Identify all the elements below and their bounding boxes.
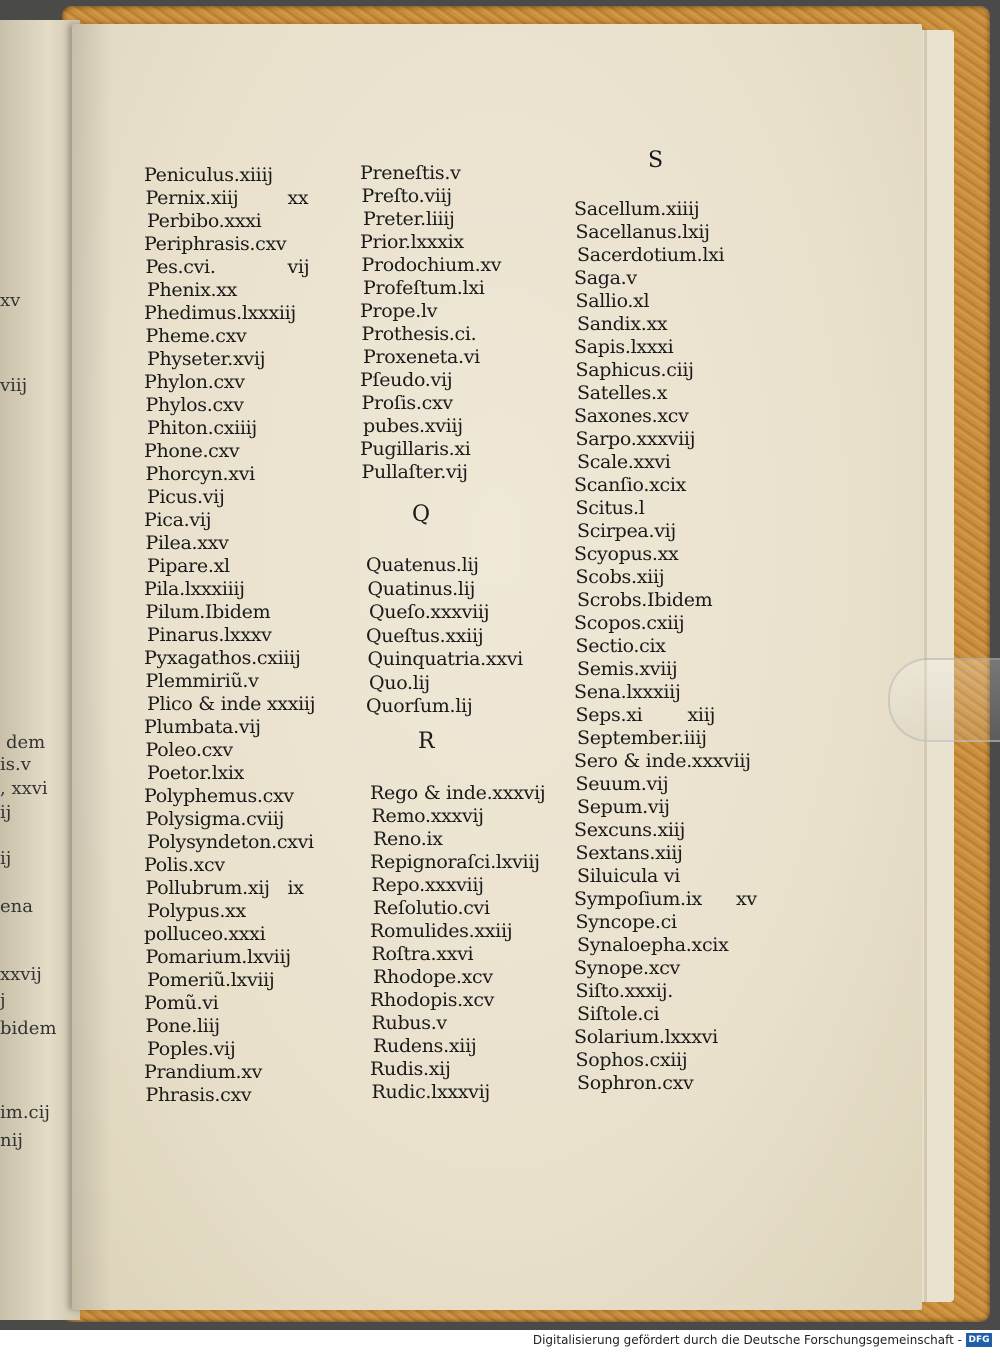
index-entry-extra: xv	[736, 888, 757, 910]
index-entry-text: Preter.liiij	[363, 208, 455, 230]
index-entry	[370, 782, 545, 804]
book-page	[72, 24, 922, 1310]
index-entry-text: Polyphemus.cxv	[144, 785, 294, 807]
index-entry	[574, 405, 689, 427]
index-entry	[360, 438, 471, 460]
index-entry-text: Phone.cxv	[144, 440, 240, 462]
index-entry	[576, 980, 673, 1002]
index-entry	[147, 624, 272, 646]
index-entry-text: Synope.xcv	[574, 957, 680, 979]
index-entry	[574, 1026, 718, 1048]
index-entry-text: Pilea.xxv	[145, 532, 229, 554]
left-fragment: bidem	[0, 1018, 57, 1039]
index-entry	[144, 854, 225, 876]
index-entry-text: Phenix.xx	[147, 279, 238, 301]
index-entry-text: Phylon.cxv	[144, 371, 245, 393]
index-entry-text: Pugillaris.xi	[360, 438, 471, 460]
index-entry	[370, 989, 494, 1011]
index-entry	[576, 635, 666, 657]
index-entry-text: Rudens.xiij	[373, 1035, 477, 1057]
index-entry-text: Remo.xxxvij	[371, 805, 484, 827]
index-entry-text: Queſtus.xxiij	[366, 624, 484, 647]
index-entry-text: Phiton.cxiiij	[147, 417, 258, 439]
index-entry	[145, 256, 310, 278]
index-entry	[369, 672, 430, 694]
index-entry-text: Rudis.xij	[370, 1058, 451, 1080]
index-entry-text: Phylos.cxv	[145, 394, 244, 416]
index-entry	[368, 648, 523, 670]
index-entry	[372, 874, 484, 896]
index-entry	[370, 851, 540, 873]
index-entry	[370, 1058, 451, 1080]
index-entry	[362, 323, 477, 345]
index-entry-text: Prope.lv	[360, 300, 438, 322]
index-entry-text: Periphrasis.cxv	[144, 233, 287, 255]
index-entry	[577, 1072, 693, 1094]
index-entry	[576, 359, 694, 381]
index-entry-text: Scitus.l	[575, 497, 645, 519]
index-entry-text: Romulides.xxiij	[370, 920, 513, 942]
index-entry-text: Repignoraſci.lxviij	[370, 851, 540, 873]
index-entry	[574, 681, 681, 703]
index-entry	[147, 762, 244, 784]
index-entry	[363, 277, 485, 299]
dfg-logo: DFG	[966, 1333, 992, 1347]
index-entry-text: Proxeneta.vi	[363, 346, 480, 368]
index-entry-text: Saga.v	[574, 267, 637, 289]
index-entry-text: Poleo.cxv	[145, 739, 233, 761]
left-fragment: dem	[6, 732, 46, 753]
index-entry	[147, 1038, 235, 1060]
index-entry	[147, 900, 246, 922]
index-entry-text: Pheme.cxv	[145, 325, 247, 347]
index-entry	[146, 670, 259, 692]
left-fragment: viij	[0, 375, 28, 396]
index-entry	[576, 842, 683, 864]
index-entry	[373, 828, 443, 850]
index-entry	[146, 1015, 220, 1037]
left-fragment: , xxvi	[0, 778, 48, 799]
index-entry	[147, 417, 257, 439]
index-entry	[574, 336, 673, 358]
index-entry	[574, 888, 757, 910]
index-entry	[576, 290, 650, 312]
index-entry	[146, 325, 247, 347]
index-entry-text: Sero & inde.xxxviij	[574, 750, 751, 772]
index-entry	[370, 920, 512, 942]
index-entry-text: Sacellum.xiiij	[574, 198, 700, 220]
index-entry	[145, 877, 304, 899]
index-entry-text: Quinquatria.xxvi	[367, 648, 523, 670]
index-entry-text: Syncope.ci	[575, 911, 677, 933]
index-entry-text: Phorcyn.xvi	[145, 463, 255, 485]
index-entry-text: Rudic.lxxxvij	[371, 1081, 490, 1103]
index-entry-text: Satelles.x	[577, 382, 668, 404]
index-entry-text: Pilum.Ibidem	[145, 601, 271, 623]
index-entry	[577, 589, 712, 611]
index-entry	[577, 520, 676, 542]
index-entry	[366, 554, 479, 576]
index-entry	[146, 463, 255, 485]
index-entry-text: Pomeriũ.lxviij	[147, 969, 275, 991]
index-entry	[574, 198, 699, 220]
index-entry	[144, 716, 261, 738]
index-entry-text: Phedimus.lxxxiij	[144, 302, 297, 324]
index-entry	[146, 601, 271, 623]
index-entry	[360, 369, 452, 391]
index-entry-text: Sepum.vij	[577, 796, 670, 818]
index-entry	[360, 300, 437, 322]
index-entry-text: Sophron.cxv	[577, 1072, 694, 1094]
index-entry	[362, 254, 502, 276]
index-entry	[363, 208, 455, 230]
index-entry	[574, 750, 751, 772]
index-entry-extra: xiij	[687, 704, 716, 726]
index-entry-text: Scanſio.xcix	[574, 474, 687, 496]
index-entry-text: Siſto.xxxij.	[575, 980, 673, 1002]
index-entry-extra: xx	[287, 187, 309, 209]
index-entry-text: Polysigma.cviij	[145, 808, 285, 830]
index-entry-text: Pullaſter.vij	[361, 461, 468, 483]
index-entry-text: Sympoſium.ix	[574, 888, 702, 910]
left-fragment: im.cij	[0, 1102, 50, 1123]
index-entry	[144, 992, 218, 1014]
index-entry-text: Phrasis.cxv	[145, 1084, 252, 1106]
index-entry	[144, 302, 296, 324]
index-entry	[363, 346, 480, 368]
index-entry	[577, 1003, 659, 1025]
index-entry-text: Sacellanus.lxij	[575, 221, 710, 243]
footer-credit: Digitalisierung gefördert durch die Deutsche Forschungsgemeinschaft -	[532, 1333, 962, 1347]
index-entry-text: Sarpo.xxxviij	[575, 428, 696, 450]
index-entry	[577, 727, 707, 749]
index-entry-text: Sapis.lxxxi	[574, 336, 674, 358]
index-entry-text: Peniculus.xiiij	[144, 164, 273, 186]
index-entry	[577, 451, 671, 473]
index-entry	[574, 612, 684, 634]
index-entry-text: Prothesis.ci.	[361, 323, 477, 345]
index-entry	[574, 474, 686, 496]
index-entry-text: Saxones.xcv	[574, 405, 689, 427]
index-entry-text: Plumbata.vij	[144, 716, 261, 738]
index-entry	[145, 187, 309, 209]
index-entry	[147, 555, 230, 577]
index-entry-text: Sallio.xl	[575, 290, 650, 312]
index-entry	[147, 348, 265, 370]
page-clip	[888, 658, 1000, 742]
section-heading-r: R	[418, 729, 435, 754]
index-entry	[362, 185, 452, 207]
index-entry	[372, 943, 474, 965]
index-entry	[372, 1081, 491, 1103]
index-entry	[144, 509, 211, 531]
index-entry-text: Scobs.xiij	[575, 566, 665, 588]
index-entry	[574, 819, 685, 841]
index-entry-extra: vij	[287, 256, 310, 278]
index-entry-text: Pſeudo.vij	[360, 369, 453, 391]
index-entry-text: Rego & inde.xxxvij	[370, 782, 546, 804]
index-entry	[146, 532, 229, 554]
index-entry-text: Sandix.xx	[577, 313, 668, 335]
index-entry-text: polluceo.xxxi	[144, 923, 266, 945]
index-entry	[576, 428, 696, 450]
index-entry-text: Scrobs.Ibidem	[577, 589, 713, 611]
index-entry	[577, 382, 667, 404]
left-fragment: ena	[0, 896, 33, 917]
index-entry	[147, 486, 225, 508]
index-entry-text: Pinarus.lxxxv	[147, 624, 272, 646]
index-entry	[369, 601, 489, 623]
index-entry	[362, 461, 468, 483]
index-entry	[147, 210, 261, 232]
index-entry-text: Pila.lxxxiiij	[144, 578, 245, 600]
index-entry-text: Sextans.xiij	[575, 842, 683, 864]
index-entry	[577, 865, 680, 887]
index-entry-text: Poetor.lxix	[147, 762, 245, 784]
index-entry-text: Solarium.lxxxvi	[574, 1026, 718, 1048]
index-entry	[147, 693, 315, 715]
index-entry-text: Semis.xviij	[577, 658, 678, 680]
index-entry	[144, 371, 245, 393]
index-entry	[144, 578, 245, 600]
index-entry	[373, 897, 490, 919]
index-entry-text: Polysyndeton.cxvi	[147, 831, 314, 853]
index-entry	[144, 233, 286, 255]
left-fragment: xv	[0, 290, 21, 311]
section-heading-s: S	[648, 148, 664, 173]
index-entry	[576, 911, 677, 933]
index-entry-text: Scopos.cxiij	[574, 612, 685, 634]
index-entry-text: Proſis.cxv	[361, 392, 453, 414]
index-entry-text: Pollubrum.xij	[145, 877, 270, 899]
index-entry	[574, 543, 678, 565]
left-fragment: ij	[0, 802, 12, 823]
index-entry	[576, 1049, 688, 1071]
index-entry-text: Pes.cvi.	[145, 256, 216, 278]
index-entry-text: Repo.xxxviij	[371, 874, 484, 896]
index-entry	[577, 658, 677, 680]
index-entry-text: Picus.vij	[147, 486, 225, 508]
index-entry-text: Poples.vij	[147, 1038, 236, 1060]
index-entry-text: Plemmiriũ.v	[145, 670, 259, 692]
index-entry-text: Quatinus.lij	[367, 577, 476, 600]
index-entry-text: Siſtole.ci	[577, 1003, 660, 1025]
index-entry	[576, 221, 710, 243]
index-entry-text: Sena.lxxxiij	[574, 681, 681, 703]
index-entry-text: September.iiij	[577, 727, 707, 749]
index-entry	[146, 808, 285, 830]
index-entry	[147, 831, 314, 853]
left-fragment: j	[0, 990, 6, 1011]
index-entry	[363, 415, 463, 437]
index-entry-text: Pipare.xl	[147, 555, 230, 577]
index-entry-text: Pica.vij	[144, 509, 212, 531]
left-fragment: is.v	[0, 754, 31, 775]
index-entry	[368, 578, 476, 600]
index-entry-text: pubes.xviij	[363, 415, 463, 437]
index-entry	[576, 497, 645, 519]
index-entry-text: Scirpea.vij	[577, 520, 676, 542]
index-entry-text: Reſolutio.cvi	[373, 897, 490, 919]
index-entry-text: Seuum.vij	[575, 773, 669, 795]
left-fragment: nij	[0, 1130, 23, 1151]
index-entry-text: Roſtra.xxvi	[371, 943, 474, 965]
index-entry-text: Queſo.xxxviij	[369, 601, 490, 623]
index-entry	[360, 231, 464, 253]
index-entry-text: Siluicula vi	[577, 865, 681, 887]
index-entry-text: Preſto.viij	[361, 185, 452, 207]
index-entry-text: Rhodope.xcv	[373, 966, 493, 988]
index-entry	[146, 394, 244, 416]
index-entry	[366, 695, 472, 717]
index-entry-text: Pomarium.lxviij	[145, 946, 291, 968]
left-page	[0, 20, 80, 1320]
index-entry	[575, 704, 716, 726]
index-entry-text: Seps.xi	[575, 704, 643, 726]
index-entry-text: Pyxagathos.cxiiij	[144, 647, 301, 669]
index-entry	[574, 957, 680, 979]
index-entry	[147, 279, 237, 301]
index-entry	[577, 934, 729, 956]
index-entry-text: Synaloepha.xcix	[577, 934, 729, 956]
index-entry	[373, 966, 493, 988]
index-entry-text: Perbibo.xxxi	[147, 210, 262, 232]
index-entry-text: Rubus.v	[371, 1012, 447, 1034]
index-entry-text: Saphicus.ciij	[575, 359, 694, 381]
index-entry	[146, 1084, 252, 1106]
index-entry	[144, 164, 273, 186]
index-entry	[144, 923, 265, 945]
index-entry-text: Sacerdotium.lxi	[577, 244, 725, 266]
footer-bar	[0, 1330, 1000, 1351]
left-fragment: xxvij	[0, 964, 42, 985]
index-entry-text: Scale.xxvi	[577, 451, 671, 473]
index-entry	[576, 566, 665, 588]
index-entry-text: Quorſum.lij	[366, 695, 473, 717]
index-entry	[144, 647, 301, 669]
index-entry-text: Prodochium.xv	[361, 254, 502, 276]
index-entry-text: Polypus.xx	[147, 900, 246, 922]
index-entry-text: Reno.ix	[373, 828, 443, 850]
index-entry-text: Sophos.cxiij	[575, 1049, 688, 1071]
index-entry	[372, 1012, 447, 1034]
index-entry-text: Pernix.xiij	[145, 187, 239, 209]
index-entry-text: Preneſtis.v	[360, 162, 461, 184]
index-entry	[576, 773, 669, 795]
index-entry-text: Polis.xcv	[144, 854, 225, 876]
index-entry-text: Prandium.xv	[144, 1061, 263, 1083]
index-entry-extra: ix	[287, 877, 304, 899]
index-entry-text: Sexcuns.xiij	[574, 819, 686, 841]
index-entry-text: Pone.liij	[145, 1015, 220, 1037]
index-entry	[144, 1061, 262, 1083]
index-entry	[362, 392, 453, 414]
index-entry-text: Scyopus.xx	[574, 543, 679, 565]
index-entry	[373, 1035, 476, 1057]
index-entry	[372, 805, 484, 827]
index-entry-text: Profeſtum.lxi	[363, 277, 485, 299]
index-entry	[144, 785, 294, 807]
index-entry	[577, 796, 670, 818]
index-entry-text: Plico & inde xxxiij	[147, 693, 316, 715]
index-entry-text: Sectio.cix	[575, 635, 666, 657]
index-entry	[577, 313, 667, 335]
index-entry	[366, 625, 483, 647]
index-entry	[574, 267, 637, 289]
index-entry	[147, 969, 275, 991]
index-entry-text: Prior.lxxxix	[360, 231, 464, 253]
left-fragment: ij	[0, 848, 12, 869]
index-entry	[577, 244, 724, 266]
index-entry	[146, 739, 233, 761]
index-entry	[360, 162, 461, 184]
index-entry-text: Rhodopis.xcv	[370, 989, 495, 1011]
index-entry-text: Physeter.xvij	[147, 348, 266, 370]
index-entry-text: Pomũ.vi	[144, 992, 219, 1014]
index-entry-text: Quatenus.lij	[366, 554, 479, 576]
index-entry-text: Quo.lij	[369, 671, 430, 694]
index-entry	[144, 440, 239, 462]
section-heading-q: Q	[412, 502, 431, 527]
index-entry	[146, 946, 291, 968]
